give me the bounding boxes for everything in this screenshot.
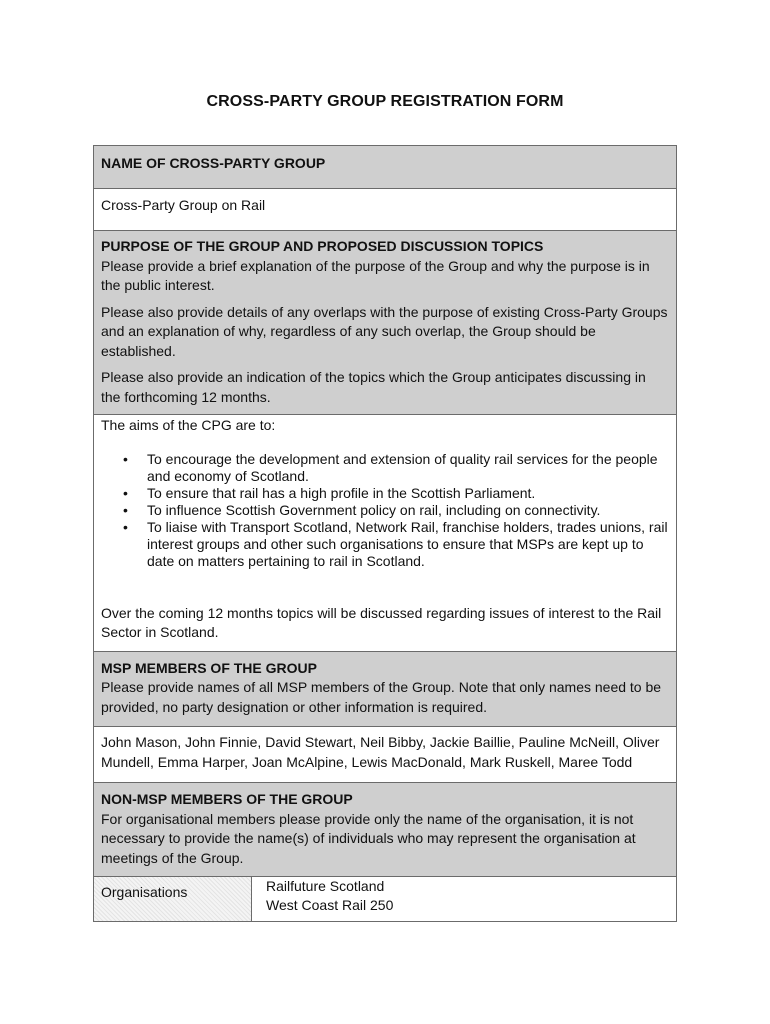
list-item: • To encourage the development and extension of quality rail services for the people and economy of Scotland. bbox=[147, 451, 669, 485]
msp-members-row bbox=[94, 727, 677, 783]
purpose-heading-cell bbox=[94, 231, 677, 415]
name-section-heading: NAME OF CROSS-PARTY GROUP bbox=[101, 155, 326, 171]
non-msp-instructions: For organisational members please provide only the name of the organisation, it is not necessary to provide the name(s) of individuals who may represent the organisation at meetings of the Group. bbox=[101, 810, 636, 866]
msp-section-heading: MSP MEMBERS OF THE GROUP bbox=[101, 659, 317, 676]
msp-heading-row bbox=[94, 651, 677, 727]
list-item: Railfuture Scotland bbox=[266, 878, 385, 894]
name-heading-row bbox=[94, 146, 677, 189]
topics-text: Over the coming 12 months topics will be discussed regarding issues of interest to the Rail Sector in Scotland. bbox=[101, 604, 662, 640]
organisations-label-cell bbox=[94, 877, 252, 921]
name-value-cell bbox=[94, 189, 677, 231]
aims-list bbox=[101, 451, 669, 570]
msp-members-list: John Mason, John Finnie, David Stewart, Neil Bibby, Jackie Baillie, Pauline McNeill, Oliver Mundell, Emma Harper, Joan McAlpine, Lewis MacDonald, Mark Ruskell, Maree Todd bbox=[101, 734, 660, 770]
purpose-section-heading: PURPOSE OF THE GROUP AND PROPOSED DISCUSSION TOPICS bbox=[101, 238, 544, 254]
non-msp-heading-cell bbox=[94, 783, 677, 877]
organisations-table bbox=[94, 877, 676, 921]
name-heading-cell bbox=[94, 146, 677, 189]
list-item: West Coast Rail 250 bbox=[266, 897, 394, 913]
aims-intro: The aims of the CPG are to: bbox=[101, 417, 276, 433]
organisations-row bbox=[94, 877, 677, 922]
list-item: • To ensure that rail has a high profile in the Scottish Parliament. bbox=[147, 485, 669, 502]
purpose-instruction-2: Please also provide details of any overlaps with the purpose of existing Cross-Party Groups and an explanation of why, regardless of any such overlap, the Group should be established. bbox=[101, 303, 668, 359]
purpose-answer-cell bbox=[94, 415, 677, 652]
purpose-answer-row bbox=[94, 415, 677, 652]
group-name: Cross-Party Group on Rail bbox=[101, 197, 266, 213]
msp-members-cell bbox=[94, 727, 677, 783]
registration-form bbox=[93, 145, 677, 922]
page-title: CROSS-PARTY GROUP REGISTRATION FORM bbox=[206, 93, 564, 110]
list-item: • To liaise with Transport Scotland, Network Rail, franchise holders, trades unions, rail interest groups and other such organisations to ensure that MSPs are kept up to date on matters pertaining to rail in Scotland. bbox=[147, 519, 669, 570]
purpose-heading-row bbox=[94, 231, 677, 415]
non-msp-section-heading: NON-MSP MEMBERS OF THE GROUP bbox=[101, 791, 353, 807]
name-value-row bbox=[94, 189, 677, 231]
purpose-instruction-1: Please provide a brief explanation of the purpose of the Group and why the purpose is in the public interest. bbox=[101, 257, 650, 293]
organisations-list-cell bbox=[252, 877, 677, 921]
organisations-label: Organisations bbox=[101, 884, 188, 900]
list-item: • To influence Scottish Government policy on rail, including on connectivity. bbox=[147, 502, 669, 519]
non-msp-heading-row bbox=[94, 783, 677, 877]
msp-instructions: Please provide names of all MSP members of the Group. Note that only names need to be provided, no party designation or other information is required. bbox=[101, 679, 662, 715]
purpose-instruction-3: Please also provide an indication of the topics which the Group anticipates discussing in the forthcoming 12 months. bbox=[101, 369, 646, 405]
organisations-row-cell bbox=[94, 877, 677, 922]
msp-heading-cell bbox=[94, 651, 677, 727]
